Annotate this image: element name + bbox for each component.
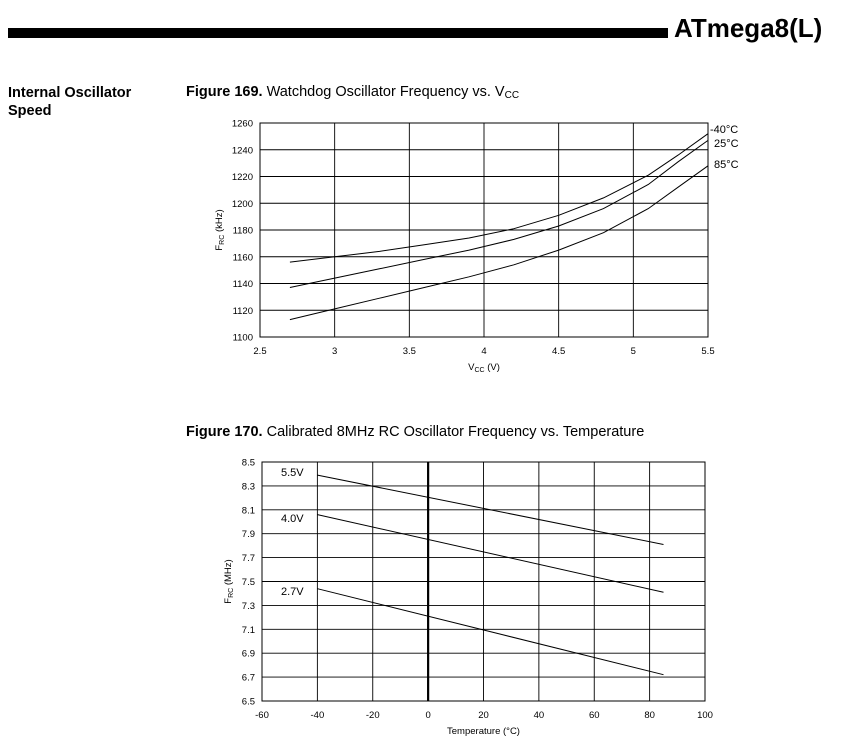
y-tick-label: 7.9 <box>241 529 255 541</box>
y-tick-label: 6.9 <box>241 648 255 660</box>
x-tick-label: 20 <box>478 710 489 721</box>
y-tick-label: 1200 <box>231 198 253 210</box>
x-tick-label: -20 <box>365 710 380 721</box>
y-tick-label: 1240 <box>231 145 253 157</box>
y-tick-label: 7.7 <box>241 553 255 565</box>
series-label: 2.7V <box>281 586 304 598</box>
y-tick-label: 1160 <box>232 252 253 264</box>
figure-169-caption: Watchdog Oscillator Frequency vs. V <box>266 84 505 100</box>
y-tick-label: 6.5 <box>241 696 255 708</box>
x-tick-label: 5.5 <box>701 346 715 357</box>
series-line-27V <box>317 589 663 675</box>
figure-169-caption-sub: CC <box>504 90 520 101</box>
x-tick-label: 5 <box>630 346 636 357</box>
x-tick-label: 60 <box>588 710 600 721</box>
x-tick-label: 3.5 <box>402 346 416 357</box>
x-axis-label: $V_{CC}$ (V) <box>468 362 500 374</box>
y-tick-label: 1220 <box>231 172 253 183</box>
x-tick-label: 100 <box>697 710 713 721</box>
figure-170-number: Figure 170. <box>186 424 263 440</box>
y-axis-label: $F_{RC}$ (kHz) <box>214 209 226 251</box>
y-tick-label: 7.1 <box>241 624 255 636</box>
section-title: Internal Oscillator Speed <box>8 85 132 119</box>
series-line-40V <box>317 515 663 593</box>
page-header-title: ATmega8(L) <box>674 13 823 43</box>
y-tick-label: 1100 <box>232 332 253 344</box>
y-tick-label: 1120 <box>232 305 253 317</box>
x-tick-label: -60 <box>255 710 269 721</box>
x-tick-label: 40 <box>533 710 545 721</box>
x-tick-label: 3 <box>332 346 338 357</box>
x-tick-label: 4 <box>481 346 487 357</box>
y-tick-label: 1180 <box>232 225 253 237</box>
series-label: 5.5V <box>281 467 304 479</box>
y-tick-label: 8.3 <box>241 481 255 493</box>
figure-170-caption: Calibrated 8MHz RC Oscillator Frequency vs. Temperature <box>266 424 645 440</box>
y-tick-label: 6.7 <box>241 672 255 684</box>
y-axis-label: $F_{RC}$ (MHz) <box>223 559 235 604</box>
series-label: 4.0V <box>281 513 304 525</box>
y-tick-label: 1260 <box>231 118 253 130</box>
series-label: -40°C <box>710 124 739 136</box>
y-tick-label: 8.5 <box>241 457 255 469</box>
x-tick-label: -40 <box>310 710 325 721</box>
x-tick-label: 80 <box>644 710 655 721</box>
x-tick-label: 4.5 <box>552 346 566 357</box>
x-tick-label: 2.5 <box>253 346 267 357</box>
y-tick-label: 7.3 <box>241 600 255 612</box>
y-tick-label: 8.1 <box>241 505 255 517</box>
x-axis-label: Temperature (°C) <box>447 726 520 737</box>
y-tick-label: 1140 <box>232 279 253 290</box>
figure-169-number: Figure 169. <box>186 84 263 100</box>
series-label: 25°C <box>714 138 739 150</box>
series-label: 85°C <box>714 159 739 171</box>
y-tick-label: 7.5 <box>241 577 255 588</box>
x-tick-label: 0 <box>425 710 431 721</box>
